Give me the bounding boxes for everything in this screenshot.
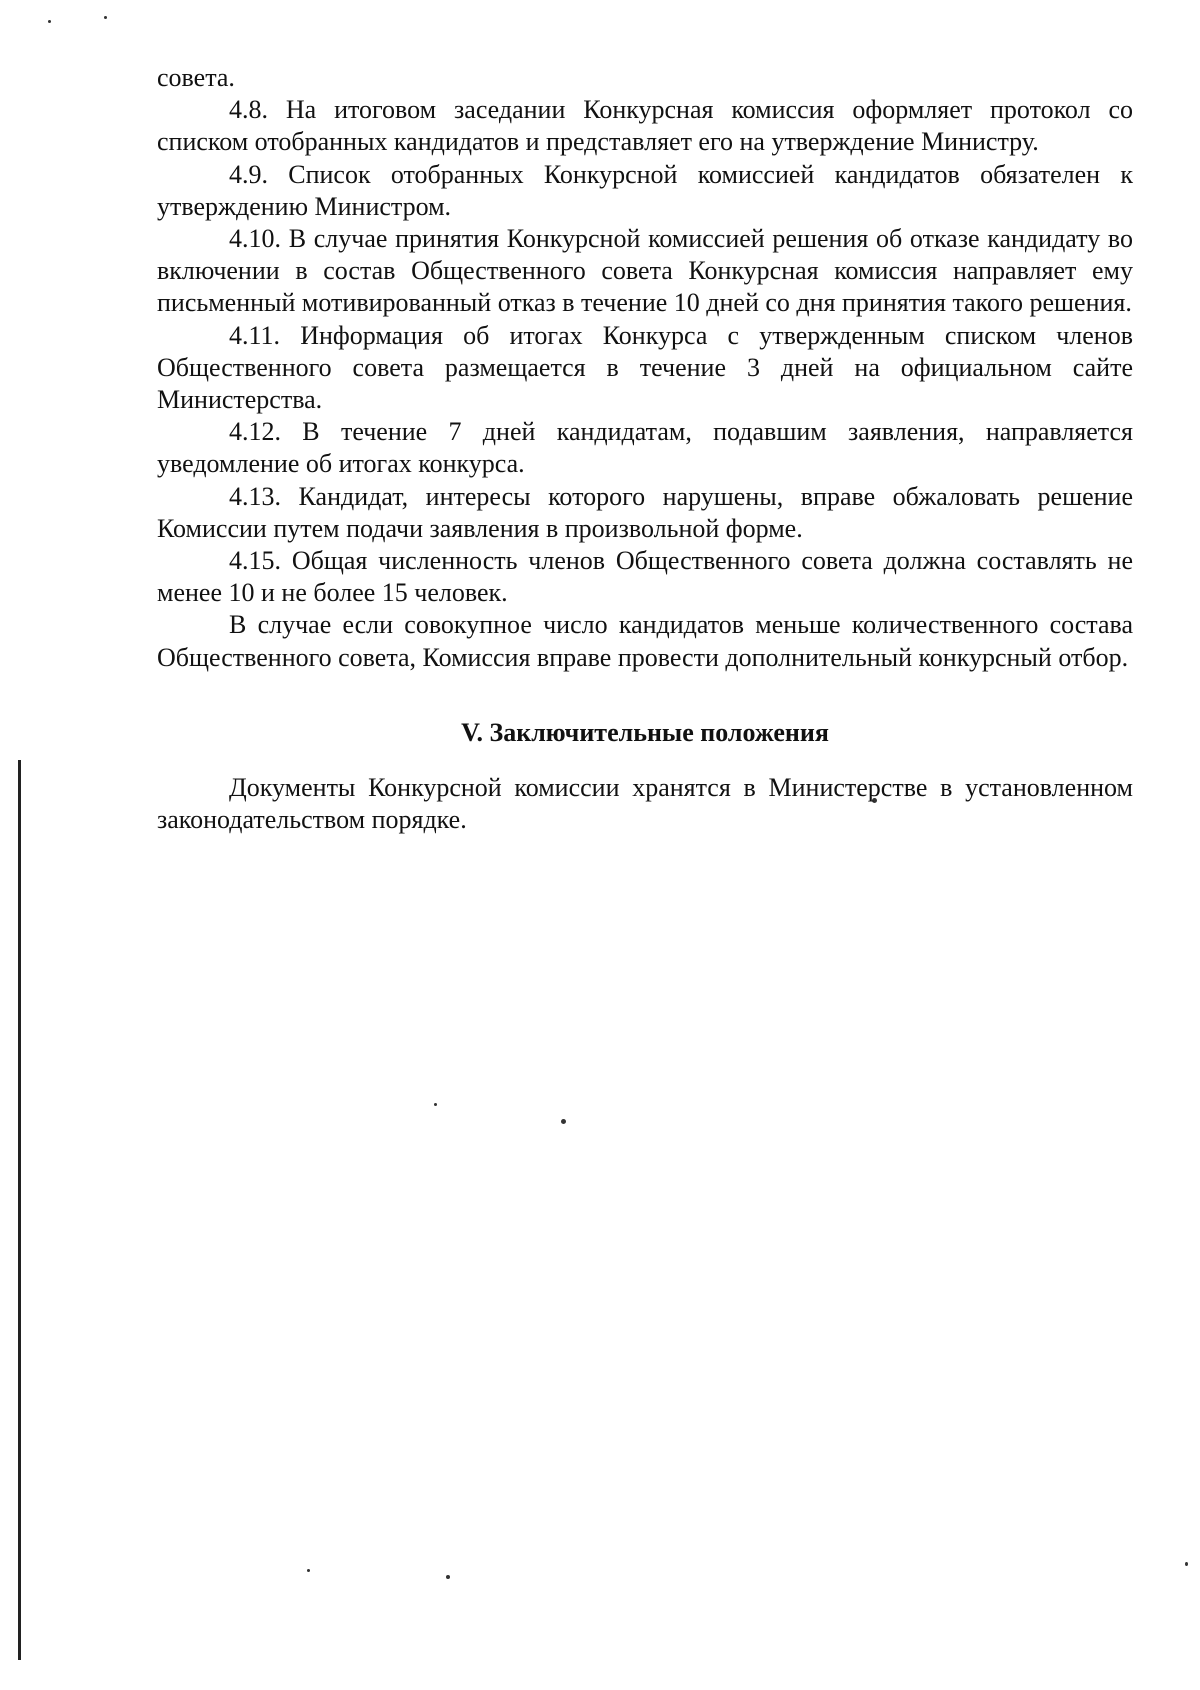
body-paragraph: совета. bbox=[157, 63, 235, 92]
body-paragraph: 4.8. На итоговом заседании Конкурсная комиссия оформляет протокол со списком отобранных кандидатов и представляет его на утверждение Министру. bbox=[157, 95, 1133, 157]
body-paragraph: 4.11. Информация об итогах Конкурса с утвержденным списком членов Общественного совета размещается в течение 3 дней на официальном сайте Министерства. bbox=[157, 320, 1133, 415]
scan-speck bbox=[307, 1569, 310, 1572]
section-heading: V. Заключительные положения bbox=[461, 717, 829, 747]
scan-speck bbox=[446, 1575, 450, 1579]
body-paragraph: 4.13. Кандидат, интересы которого нарушены, вправе обжаловать решение Комиссии путем подачи заявления в произвольной форме. bbox=[157, 481, 1133, 543]
body-paragraph: 4.15. Общая численность членов Общественного совета должна составлять не менее 10 и не более 15 человек. bbox=[157, 546, 1133, 608]
scan-speck bbox=[561, 1119, 566, 1124]
scan-speck bbox=[48, 20, 51, 23]
scan-speck bbox=[434, 1103, 437, 1106]
document-body bbox=[157, 62, 1133, 836]
scan-speck bbox=[1185, 1562, 1188, 1566]
body-paragraph: 4.10. В случае принятия Конкурсной комиссией решения об отказе кандидату во включении в состав Общественного совета Конкурсная комиссия направляет ему письменный мотивированный отказ в течение 10 дней со дня принятия такого решения. bbox=[157, 224, 1133, 318]
scan-speck bbox=[104, 16, 107, 19]
body-paragraph: В случае если совокупное число кандидатов меньше количественного состава Общественного совета, Комиссия вправе провести дополнительный конкурсный отбор. bbox=[157, 610, 1133, 672]
final-paragraph: Документы Конкурсной комиссии хранятся в Министерстве в установленном законодательством порядке. bbox=[157, 772, 1133, 835]
scan-edge-line bbox=[18, 760, 21, 1660]
body-paragraph: 4.9. Список отобранных Конкурсной комиссией кандидатов обязателен к утверждению Министром. bbox=[157, 159, 1133, 221]
body-paragraph: 4.12. В течение 7 дней кандидатам, подавшим заявления, направляется уведомление об итогах конкурса. bbox=[157, 417, 1133, 479]
